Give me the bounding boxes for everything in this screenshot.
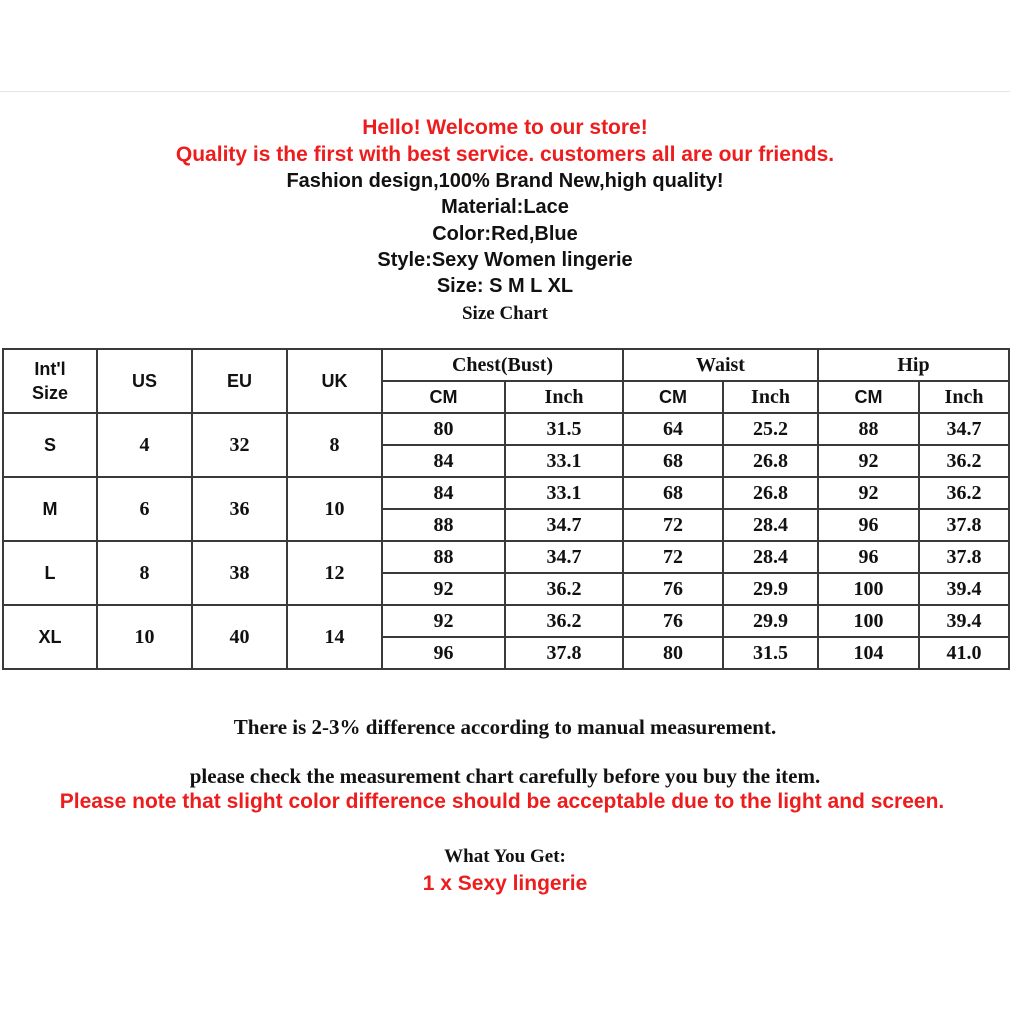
size-cell: XL <box>3 605 97 669</box>
table-row <box>3 541 1009 573</box>
waist-cm-cell: 72 <box>623 509 723 541</box>
waist-inch-cell: 25.2 <box>723 413 818 445</box>
hip-cm-cell: 96 <box>818 509 919 541</box>
chest-inch-cell: 34.7 <box>505 509 623 541</box>
hip-cm-cell: 104 <box>818 637 919 669</box>
waist-cm-cell: 64 <box>623 413 723 445</box>
waist-inch-cell: 31.5 <box>723 637 818 669</box>
what-you-get-label: What You Get: <box>444 846 566 867</box>
color-text: Color:Red,Blue <box>432 223 578 245</box>
uk-cell: 14 <box>287 605 382 669</box>
uk-cell: 12 <box>287 541 382 605</box>
uk-header: UK <box>287 349 382 413</box>
chest-cm-cell: 84 <box>382 477 505 509</box>
size-chart-title: Size Chart <box>461 303 548 324</box>
hip-inch-cell: 36.2 <box>919 477 1009 509</box>
hip-cm-cell: 88 <box>818 413 919 445</box>
uk-cell: 8 <box>287 413 382 477</box>
color-difference-note: Please note that slight color difference should be acceptable due to the light and screen. <box>59 790 945 813</box>
hip-header: Hip <box>818 349 1009 381</box>
table-header-row <box>3 349 1009 381</box>
chest-cm-cell: 88 <box>382 509 505 541</box>
hip-cm-cell: 92 <box>818 477 919 509</box>
us-cell: 8 <box>97 541 192 605</box>
chest-inch-header: Inch <box>505 381 623 413</box>
hip-cm-cell: 96 <box>818 541 919 573</box>
waist-inch-cell: 28.4 <box>723 509 818 541</box>
hip-inch-cell: 36.2 <box>919 445 1009 477</box>
waist-cm-header: CM <box>623 381 723 413</box>
intl-size-label: Int'l Size <box>31 359 69 403</box>
chest-cm-cell: 96 <box>382 637 505 669</box>
waist-inch-cell: 28.4 <box>723 541 818 573</box>
table-row <box>3 605 1009 637</box>
waist-inch-cell: 29.9 <box>723 605 818 637</box>
table-row <box>3 477 1009 509</box>
hip-cm-header: CM <box>818 381 919 413</box>
size-cell: L <box>3 541 97 605</box>
top-divider <box>0 91 1010 92</box>
style-text: Style:Sexy Women lingerie <box>377 249 633 271</box>
waist-cm-cell: 68 <box>623 477 723 509</box>
hip-inch-cell: 41.0 <box>919 637 1009 669</box>
hip-inch-cell: 37.8 <box>919 509 1009 541</box>
size-cell: M <box>3 477 97 541</box>
size-chart-table <box>2 348 1010 670</box>
check-chart-note: please check the measurement chart carefully before you buy the item. <box>189 764 821 788</box>
hip-inch-cell: 39.4 <box>919 573 1009 605</box>
us-header: US <box>97 349 192 413</box>
waist-cm-cell: 80 <box>623 637 723 669</box>
hip-inch-cell: 37.8 <box>919 541 1009 573</box>
chest-inch-cell: 34.7 <box>505 541 623 573</box>
intl-size-header <box>3 349 97 413</box>
package-item-text: 1 x Sexy lingerie <box>422 872 588 895</box>
size-text: Size: S M L XL <box>436 275 574 297</box>
chest-cm-cell: 92 <box>382 605 505 637</box>
chest-inch-cell: 36.2 <box>505 605 623 637</box>
waist-inch-cell: 29.9 <box>723 573 818 605</box>
hip-cm-cell: 100 <box>818 605 919 637</box>
measurement-difference-note: There is 2-3% difference according to manual measurement. <box>233 715 777 739</box>
chest-inch-cell: 31.5 <box>505 413 623 445</box>
eu-cell: 38 <box>192 541 287 605</box>
hip-cm-cell: 100 <box>818 573 919 605</box>
waist-header: Waist <box>623 349 818 381</box>
eu-header: EU <box>192 349 287 413</box>
us-cell: 10 <box>97 605 192 669</box>
chest-header: Chest(Bust) <box>382 349 623 381</box>
waist-inch-header: Inch <box>723 381 818 413</box>
fashion-text: Fashion design,100% Brand New,high quality! <box>286 170 724 192</box>
hip-cm-cell: 92 <box>818 445 919 477</box>
table-row <box>3 413 1009 445</box>
chest-cm-cell: 88 <box>382 541 505 573</box>
us-cell: 6 <box>97 477 192 541</box>
waist-inch-cell: 26.8 <box>723 445 818 477</box>
eu-cell: 32 <box>192 413 287 477</box>
waist-cm-cell: 68 <box>623 445 723 477</box>
waist-cm-cell: 76 <box>623 573 723 605</box>
greeting-text: Hello! Welcome to our store! <box>362 116 648 139</box>
waist-inch-cell: 26.8 <box>723 477 818 509</box>
eu-cell: 36 <box>192 477 287 541</box>
material-text: Material:Lace <box>441 196 569 218</box>
hip-inch-cell: 34.7 <box>919 413 1009 445</box>
chest-cm-cell: 92 <box>382 573 505 605</box>
us-cell: 4 <box>97 413 192 477</box>
hip-inch-cell: 39.4 <box>919 605 1009 637</box>
chest-cm-cell: 84 <box>382 445 505 477</box>
chest-cm-cell: 80 <box>382 413 505 445</box>
chest-inch-cell: 37.8 <box>505 637 623 669</box>
waist-cm-cell: 76 <box>623 605 723 637</box>
eu-cell: 40 <box>192 605 287 669</box>
chest-inch-cell: 36.2 <box>505 573 623 605</box>
waist-cm-cell: 72 <box>623 541 723 573</box>
uk-cell: 10 <box>287 477 382 541</box>
hip-inch-header: Inch <box>919 381 1009 413</box>
chest-inch-cell: 33.1 <box>505 477 623 509</box>
chest-inch-cell: 33.1 <box>505 445 623 477</box>
size-cell: S <box>3 413 97 477</box>
chest-cm-header: CM <box>382 381 505 413</box>
quality-text: Quality is the first with best service. customers all are our friends. <box>175 143 835 166</box>
